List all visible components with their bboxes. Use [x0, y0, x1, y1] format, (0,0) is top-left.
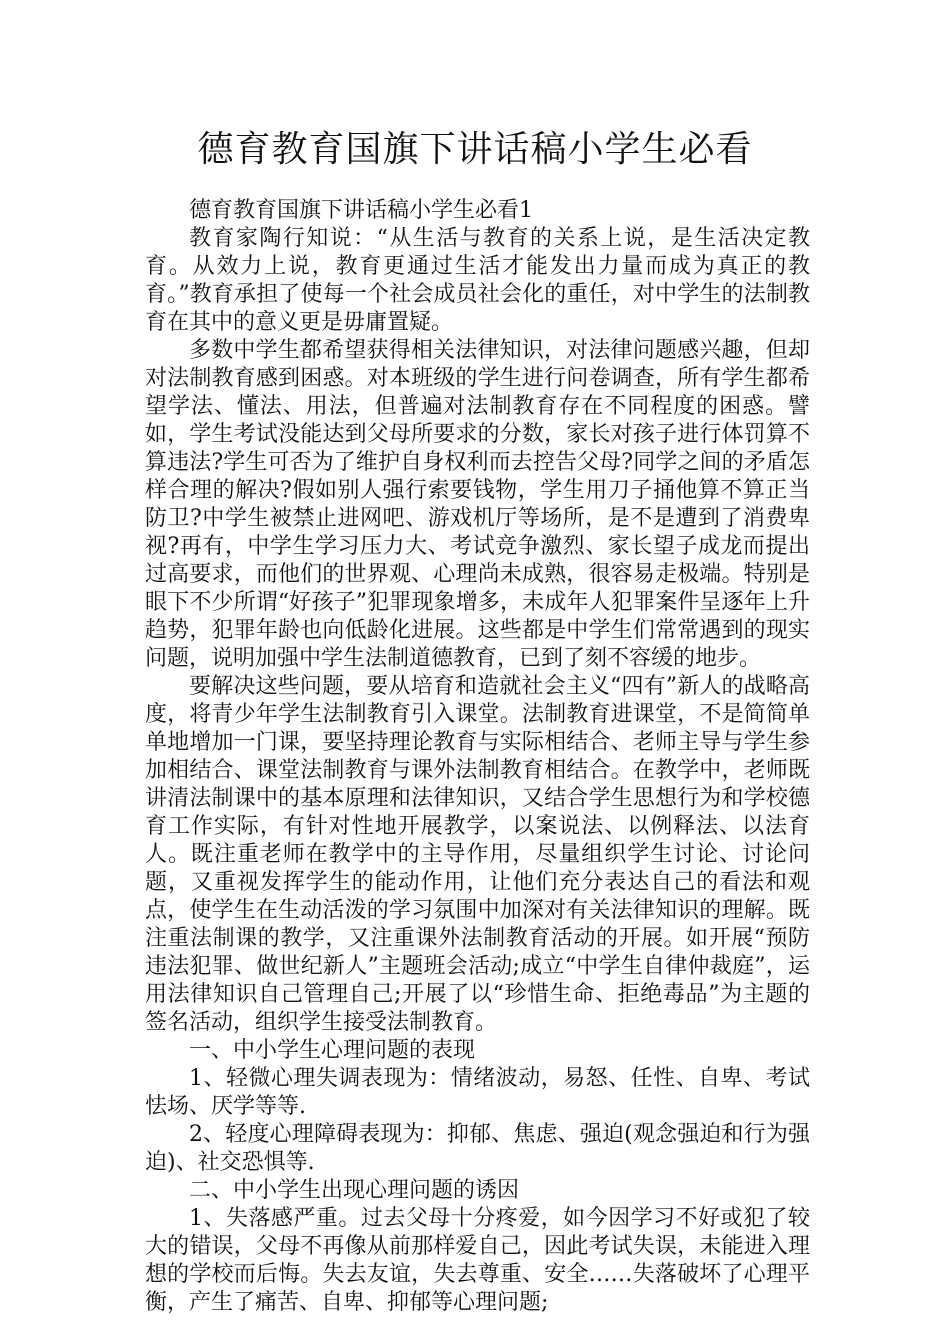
list-item: 1、轻微心理失调表现为：情绪波动，易怒、任性、自卑、考试怯场、厌学等等.: [145, 1066, 810, 1119]
section-heading: 一、中小学生心理问题的表现: [189, 1038, 476, 1063]
document-body: [145, 197, 810, 1317]
body-paragraph: 多数中学生都希望获得相关法律知识，对法律问题感兴趣，但却对法制教育感到困惑。对本班级的学生进行问卷调查，所有学生都希望学法、懂法、用法，但普遍对法制教育存在不同程度的困惑。譬如，学生考试没能达到父母所要求的分数，家长对孩子进行体罚算不算违法?学生可否为了维护自身权利而去控告父母?同学之间的矛盾怎样合理的解决?假如别人强行索要钱物，学生用刀子捅他算不算正当防卫?中学生被禁止进网吧、游戏机厅等场所，是不是遭到了消费卑视?再有，中学生学习压力大、考试竞争激烈、家长望子成龙而提出过高要求，而他们的世界观、心理尚未成熟，很容易走极端。特别是眼下不少所谓“好孩子”犯罪现象增多，未成年人犯罪案件呈逐年上升趋势，犯罪年龄也向低龄化进展。这些都是中学生们常常遇到的现实问题，说明加强中学生法制道德教育，已到了刻不容缓的地步。: [145, 338, 810, 671]
list-item: 2、轻度心理障碍表现为：抑郁、焦虑、强迫(观念强迫和行为强迫)、社交恐惧等.: [145, 1122, 810, 1175]
subtitle-paragraph: 德育教育国旗下讲话稿小学生必看1: [189, 198, 533, 223]
body-paragraph: 教育家陶行知说：“从生活与教育的关系上说，是生活决定教育。从效力上说，教育更通过生活才能发出力量而成为真正的教育。”教育承担了使每一个社会成员社会化的重任，对中学生的法制教育在其中的意义更是毋庸置疑。: [145, 226, 810, 335]
document-title: 德育教育国旗下讲话稿小学生必看: [197, 129, 753, 170]
section-heading: 二、中小学生出现心理问题的诱因: [189, 1178, 520, 1203]
body-paragraph: 要解决这些问题，要从培育和造就社会主义“四有”新人的战略高度，将青少年学生法制教育引入课堂。法制教育进课堂，不是简简单单地增加一门课，要坚持理论教育与实际相结合、老师主导与学生参加相结合、课堂法制教育与课外法制教育相结合。在教学中，老师既讲清法制课中的基本原理和法律知识，又结合学生思想行为和学校德育工作实际，有针对性地开展教学，以案说法、以例释法、以法育人。既注重老师在教学中的主导作用，尽量组织学生讨论、讨论问题，又重视发挥学生的能动作用，让他们充分表达自己的看法和观点，使学生在生动活泼的学习氛围中加深对有关法律知识的理解。既注重法制课的教学，又注重课外法制教育活动的开展。如开展“预防违法犯罪、做世纪新人”主题班会活动;成立“中学生自律仲裁庭”，运用法律知识自己管理自己;开展了以“珍惜生命、拒绝毒品”为主题的签名活动，组织学生接受法制教育。: [145, 674, 810, 1035]
list-item: 1、失落感严重。过去父母十分疼爱，如今因学习不好或犯了较大的错误，父母不再像从前那样爱自己，因此考试失误，未能进入理想的学校而后悔。失去友谊，失去尊重、安全……失落破坏了心理平衡，产生了痛苦、自卑、抑郁等心理问题;: [145, 1206, 810, 1315]
